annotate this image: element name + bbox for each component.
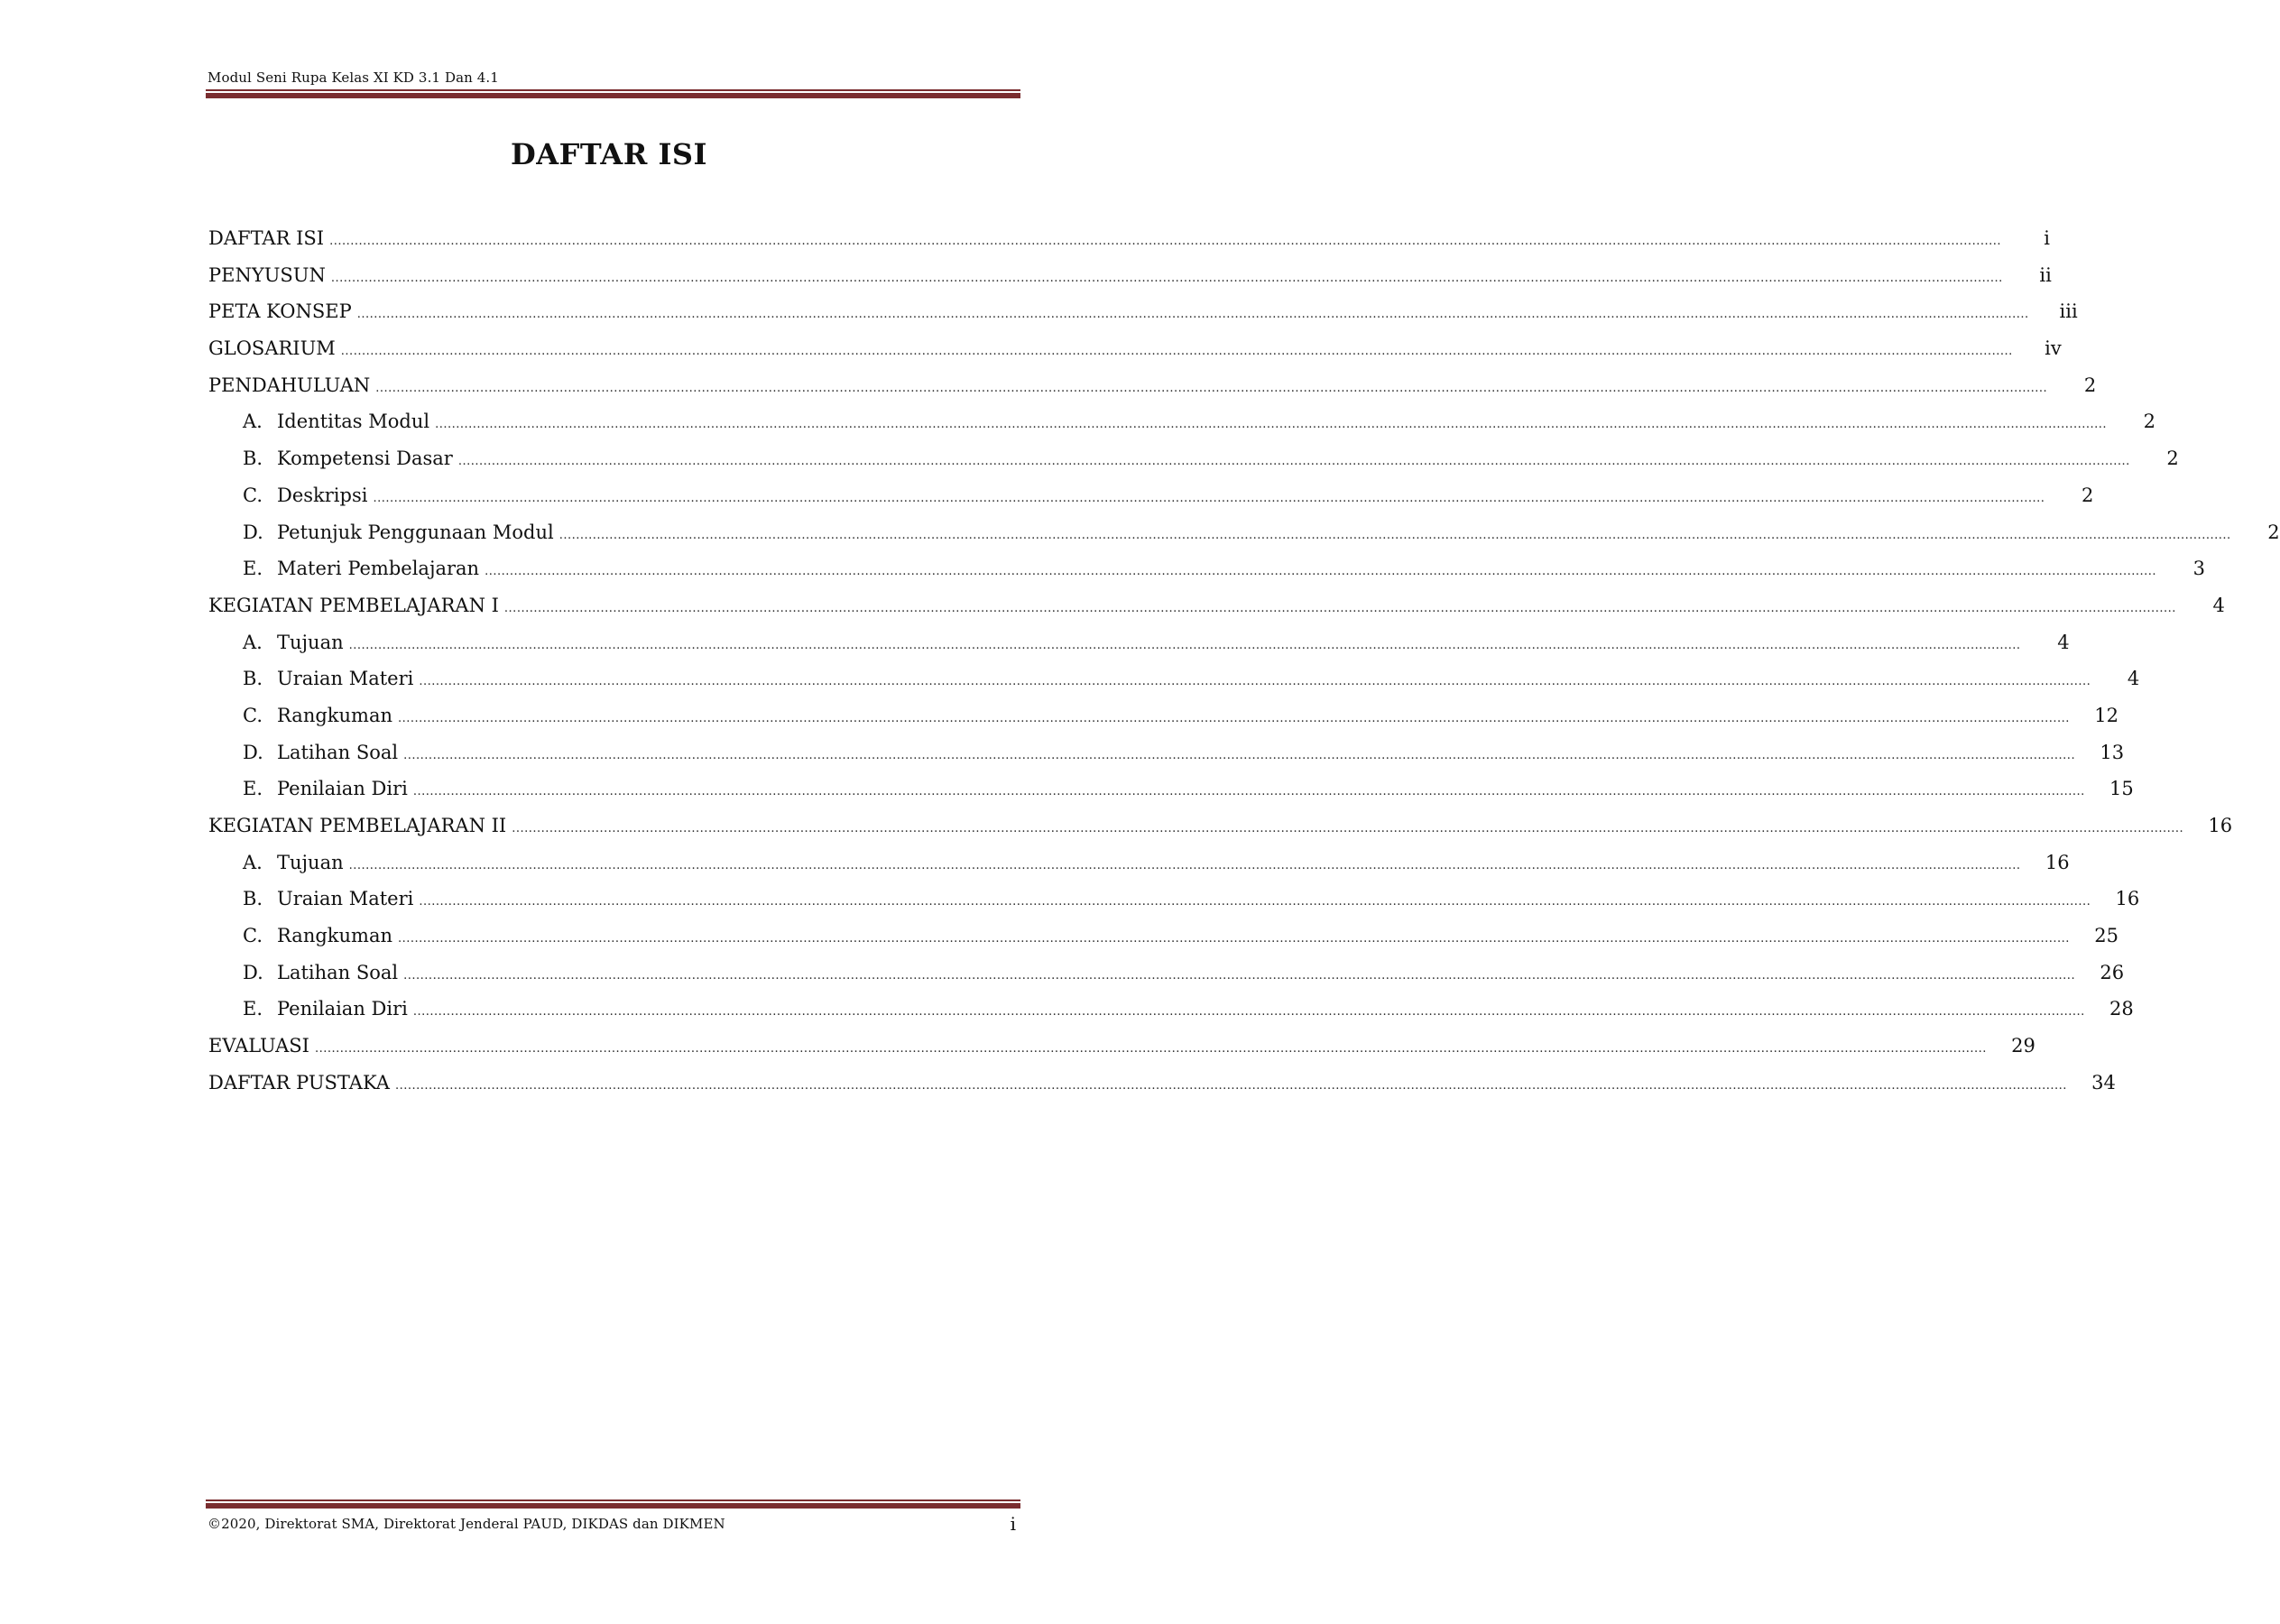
toc-entry[interactable] — [208, 374, 2097, 411]
toc-subentry[interactable] — [208, 704, 2118, 742]
toc-leader-dots: ................................................................................................................................................................................................................................................................................................................................................................................................................ — [403, 748, 2076, 762]
toc-page-number: 2 — [2082, 484, 2094, 506]
toc-entry-letter: D. — [243, 521, 263, 543]
toc-page-number: 25 — [2094, 925, 2118, 947]
toc-page-number: 13 — [2100, 741, 2125, 763]
toc-entry-letter: E. — [243, 778, 263, 800]
toc-leader-dots: ................................................................................................................................................................................................................................................................................................................................................................................................................ — [348, 858, 2021, 872]
toc-entry[interactable] — [208, 263, 2052, 301]
toc-leader-dots: ................................................................................................................................................................................................................................................................................................................................................................................................................ — [403, 968, 2076, 983]
toc-leader-dots: ................................................................................................................................................................................................................................................................................................................................................................................................................ — [348, 638, 2021, 652]
toc-entry-letter: B. — [243, 668, 263, 690]
toc-page-number: 4 — [2057, 631, 2070, 653]
toc-leader-dots: ................................................................................................................................................................................................................................................................................................................................................................................................................ — [412, 785, 2085, 799]
toc-page-number: 26 — [2100, 961, 2125, 983]
toc-leader-dots: ................................................................................................................................................................................................................................................................................................................................................................................................................ — [398, 932, 2070, 946]
toc-subentry[interactable] — [208, 668, 2140, 705]
toc-subentry[interactable] — [208, 741, 2125, 779]
toc-subentry[interactable] — [208, 558, 2206, 595]
toc-leader-dots: ................................................................................................................................................................................................................................................................................................................................................................................................................ — [419, 895, 2091, 909]
toc-leader-dots: ................................................................................................................................................................................................................................................................................................................................................................................................................ — [398, 711, 2070, 725]
toc-subentry[interactable] — [208, 521, 2280, 558]
toc-entry-label: Tujuan — [277, 631, 344, 653]
toc-subentry[interactable] — [208, 961, 2125, 999]
toc-entry-letter: C. — [243, 925, 263, 947]
toc-entry-label: Uraian Materi — [277, 668, 414, 690]
toc-page-number: 29 — [2011, 1035, 2035, 1057]
toc-page-number: 16 — [2045, 851, 2070, 873]
page-title: DAFTAR ISI — [511, 137, 707, 171]
toc-entry[interactable] — [208, 227, 2050, 264]
toc-entry-label: Rangkuman — [277, 925, 392, 947]
footer-page-number: i — [1010, 1513, 1016, 1535]
toc-entry-label: PETA KONSEP — [208, 300, 352, 323]
toc-entry[interactable] — [208, 337, 2062, 374]
toc-subentry[interactable] — [208, 484, 2094, 521]
toc-entry-letter: A. — [243, 631, 263, 653]
toc-entry-label: DAFTAR PUSTAKA — [208, 1071, 390, 1093]
toc-entry-letter: E. — [243, 558, 263, 580]
toc-subentry[interactable] — [208, 448, 2179, 484]
toc-leader-dots: ................................................................................................................................................................................................................................................................................................................................................................................................................ — [329, 235, 2001, 248]
toc-entry[interactable] — [208, 815, 2233, 852]
toc-leader-dots: ................................................................................................................................................................................................................................................................................................................................................................................................................ — [457, 455, 2130, 469]
toc-entry-letter: D. — [243, 741, 263, 763]
toc-entry-letter: B. — [243, 888, 263, 910]
table-of-contents — [208, 227, 2280, 1109]
toc-leader-dots: ................................................................................................................................................................................................................................................................................................................................................................................................................ — [340, 345, 2013, 359]
toc-leader-dots: ................................................................................................................................................................................................................................................................................................................................................................................................................ — [435, 418, 2108, 432]
toc-entry-label: DAFTAR ISI — [208, 227, 325, 249]
header-rule — [206, 89, 1020, 98]
toc-leader-dots: ................................................................................................................................................................................................................................................................................................................................................................................................................ — [373, 491, 2045, 505]
toc-page-number: 3 — [2192, 558, 2206, 580]
toc-entry-label: KEGIATAN PEMBELAJARAN I — [208, 594, 499, 616]
toc-leader-dots: ................................................................................................................................................................................................................................................................................................................................................................................................................ — [512, 822, 2184, 835]
toc-page-number: 4 — [2212, 594, 2225, 616]
toc-page-number: ii — [2039, 263, 2052, 286]
toc-page-number: 12 — [2094, 704, 2118, 726]
toc-page-number: 4 — [2127, 668, 2140, 690]
toc-entry-label: EVALUASI — [208, 1035, 309, 1057]
toc-entry-letter: A. — [243, 411, 263, 433]
toc-entry[interactable] — [208, 300, 2078, 337]
toc-subentry[interactable] — [208, 925, 2118, 962]
toc-entry[interactable] — [208, 1035, 2035, 1072]
toc-page-number: 15 — [2109, 778, 2134, 800]
footer-copyright: ©2020, Direktorat SMA, Direktorat Jenderal PAUD, DIKDAS dan DIKMEN — [208, 1516, 725, 1532]
toc-leader-dots: ................................................................................................................................................................................................................................................................................................................................................................................................................ — [394, 1078, 2067, 1093]
toc-leader-dots: ................................................................................................................................................................................................................................................................................................................................................................................................................ — [419, 675, 2091, 689]
toc-entry-label: Rangkuman — [277, 704, 392, 726]
toc-entry-label: Penilaian Diri — [277, 778, 408, 800]
toc-entry-label: PENYUSUN — [208, 263, 326, 286]
toc-entry-letter: A. — [243, 851, 263, 873]
toc-entry-label: Penilaian Diri — [277, 998, 408, 1020]
toc-page-number: 2 — [2143, 411, 2156, 433]
toc-page-number: 16 — [2115, 888, 2140, 910]
running-header: Modul Seni Rupa Kelas XI KD 3.1 Dan 4.1 — [208, 69, 499, 86]
toc-subentry[interactable] — [208, 998, 2134, 1035]
toc-entry-label: Uraian Materi — [277, 888, 414, 910]
toc-page-number: 34 — [2091, 1071, 2116, 1093]
toc-subentry[interactable] — [208, 778, 2134, 815]
toc-subentry[interactable] — [208, 411, 2156, 448]
toc-page-number: i — [2044, 227, 2050, 249]
toc-entry-label: Deskripsi — [277, 484, 368, 506]
toc-leader-dots: ................................................................................................................................................................................................................................................................................................................................................................................................................ — [330, 271, 2003, 285]
toc-leader-dots: ................................................................................................................................................................................................................................................................................................................................................................................................................ — [558, 528, 2231, 542]
toc-page-number: iv — [2045, 337, 2062, 360]
toc-leader-dots: ................................................................................................................................................................................................................................................................................................................................................................................................................ — [503, 601, 2176, 615]
toc-entry[interactable] — [208, 594, 2225, 632]
toc-leader-dots: ................................................................................................................................................................................................................................................................................................................................................................................................................ — [356, 308, 2029, 322]
toc-entry-label: Kompetensi Dasar — [277, 448, 453, 470]
toc-page-number: 2 — [2267, 521, 2280, 543]
toc-subentry[interactable] — [208, 888, 2140, 925]
toc-entry-label: Latihan Soal — [277, 741, 399, 763]
toc-entry-label: Latihan Soal — [277, 961, 399, 983]
toc-subentry[interactable] — [208, 631, 2070, 669]
toc-leader-dots: ................................................................................................................................................................................................................................................................................................................................................................................................................ — [375, 381, 2048, 395]
toc-page-number: 16 — [2208, 815, 2233, 836]
toc-page-number: 2 — [2083, 374, 2097, 396]
toc-entry-label: PENDAHULUAN — [208, 374, 371, 396]
toc-subentry[interactable] — [208, 851, 2070, 889]
toc-entry[interactable] — [208, 1071, 2116, 1109]
toc-leader-dots: ................................................................................................................................................................................................................................................................................................................................................................................................................ — [485, 565, 2157, 579]
toc-page-number: 2 — [2166, 448, 2179, 470]
toc-entry-label: KEGIATAN PEMBELAJARAN II — [208, 815, 507, 836]
toc-leader-dots: ................................................................................................................................................................................................................................................................................................................................................................................................................ — [314, 1042, 1987, 1057]
toc-entry-letter: C. — [243, 704, 263, 726]
toc-entry-letter: B. — [243, 448, 263, 470]
toc-page-number: 28 — [2109, 998, 2134, 1020]
toc-leader-dots: ................................................................................................................................................................................................................................................................................................................................................................................................................ — [412, 1005, 2085, 1020]
toc-entry-label: Materi Pembelajaran — [277, 558, 480, 580]
toc-entry-label: Identitas Modul — [277, 411, 430, 433]
toc-entry-letter: E. — [243, 998, 263, 1020]
toc-page-number: iii — [2059, 300, 2078, 323]
toc-entry-letter: D. — [243, 961, 263, 983]
toc-entry-label: Tujuan — [277, 851, 344, 873]
toc-entry-label: Petunjuk Penggunaan Modul — [277, 521, 554, 543]
toc-entry-letter: C. — [243, 484, 263, 506]
toc-entry-label: GLOSARIUM — [208, 337, 336, 360]
footer-rule — [206, 1499, 1020, 1509]
